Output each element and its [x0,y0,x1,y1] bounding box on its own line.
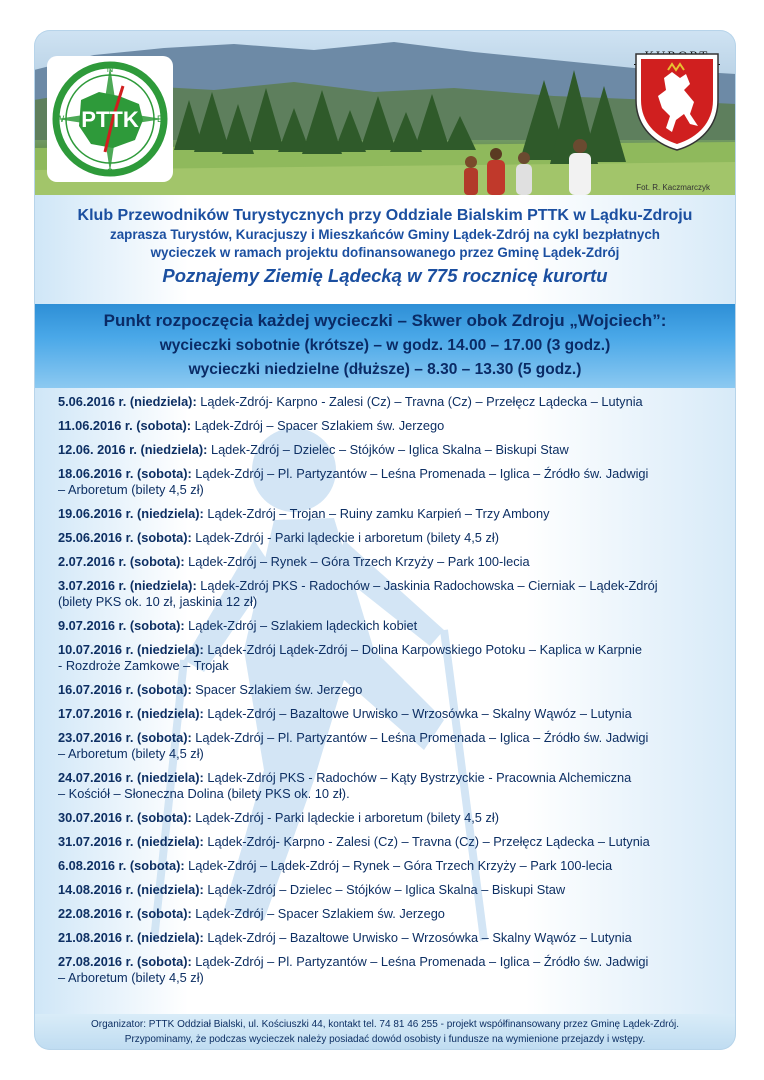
schedule-list [58,394,728,994]
schedule-date: 30.07.2016 r. (sobota): [58,810,192,825]
schedule-note: – Arboretum (bilety 4,5 zł) [58,970,204,985]
coat-of-arms-icon [628,48,726,152]
schedule-date: 19.06.2016 r. (niedziela): [58,506,204,521]
schedule-route: Lądek-Zdrój – Trojan – Ruiny zamku Karpień – Trzy Ambony [203,506,550,521]
schedule-entry [58,770,728,802]
schedule-date: 14.08.2016 r. (niedziela): [58,882,204,897]
schedule-route: Lądek-Zdrój- Karpno - Zalesi (Cz) – Travna (Cz) – Przełęcz Lądecka – Lutynia [196,394,643,409]
schedule-entry [58,730,728,762]
schedule-route: Lądek-Zdrój – Lądek-Zdrój – Rynek – Góra Trzech Krzyży – Park 100-lecia [184,858,613,873]
schedule-date: 21.08.2016 r. (niedziela): [58,930,204,945]
schedule-note: – Arboretum (bilety 4,5 zł) [58,482,204,497]
schedule-route: Lądek-Zdrój – Dzielec – Stójków – Iglica Skalna – Biskupi Staw [203,882,566,897]
schedule-route: Lądek-Zdrój PKS - Radochów – Jaskinia Radochowska – Cierniak – Lądek-Zdrój [196,578,658,593]
schedule-route: Lądek-Zdrój – Bazaltowe Urwisko – Wrzosówka – Skalny Wąwóz – Lutynia [203,706,632,721]
schedule-route: Spacer Szlakiem św. Jerzego [191,682,363,697]
schedule-entry [58,618,728,634]
svg-text:E: E [156,114,164,124]
schedule-note: – Kościół – Słoneczna Dolina (bilety PKS ok. 10 zł). [58,786,350,801]
schedule-entry [58,466,728,498]
schedule-entry [58,442,728,458]
footer-reminder: Przypominamy, że podczas wycieczek należy posiadać dowód osobisty i fundusze na wymienione przejazdy i wstępy. [124,1034,646,1045]
club-name: Klub Przewodników Turystycznych przy Oddziale Bialskim PTTK w Lądku-Zdroju [77,207,693,224]
schedule-route: Lądek-Zdrój – Pl. Partyzantów – Leśna Promenada – Iglica – Źródło św. Jadwigi [191,466,649,481]
schedule-date: 24.07.2016 r. (niedziela): [58,770,204,785]
svg-text:S: S [106,167,114,177]
schedule-entry [58,906,728,922]
schedule-route: Lądek-Zdrój - Parki lądeckie i arboretum (bilety 4,5 zł) [191,810,499,825]
schedule-entry [58,834,728,850]
schedule-date: 27.08.2016 r. (sobota): [58,954,192,969]
meeting-point-band [34,304,736,388]
svg-text:W: W [55,114,65,124]
poster [34,30,736,1050]
schedule-entry [58,954,728,986]
schedule-route: Lądek-Zdrój – Pl. Partyzantów – Leśna Promenada – Iglica – Źródło św. Jadwigi [191,730,649,745]
start-point: Punkt rozpoczęcia każdej wycieczki – Skwer obok Zdroju „Wojciech”: [103,311,667,330]
schedule-route: Lądek-Zdrój – Dzielec – Stójków – Iglica Skalna – Biskupi Staw [207,442,569,457]
schedule-date: 23.07.2016 r. (sobota): [58,730,192,745]
schedule-date: 22.08.2016 r. (sobota): [58,906,192,921]
schedule-date: 2.07.2016 r. (sobota): [58,554,185,569]
schedule-entry [58,682,728,698]
schedule-date: 25.06.2016 r. (sobota): [58,530,192,545]
schedule-route: Lądek-Zdrój PKS - Radochów – Kąty Bystrzyckie - Pracownia Alchemiczna [203,770,632,785]
footer [34,1014,736,1050]
schedule-date: 9.07.2016 r. (sobota): [58,618,185,633]
schedule-date: 12.06. 2016 r. (niedziela): [58,442,208,457]
schedule-route: Lądek-Zdrój Lądek-Zdrój – Dolina Karpowskiego Potoku – Kaplica w Karpnie [203,642,643,657]
sunday-hours: wycieczki niedzielne (dłuższe) – 8.30 – 13.30 (5 godz.) [188,361,582,378]
motto: Poznajemy Ziemię Lądecką w 775 rocznicę kurortu [162,265,608,286]
schedule-route: Lądek-Zdrój – Pl. Partyzantów – Leśna Promenada – Iglica – Źródło św. Jadwigi [191,954,649,969]
schedule-entry [58,394,728,410]
schedule-date: 31.07.2016 r. (niedziela): [58,834,204,849]
schedule-route: Lądek-Zdrój – Spacer Szlakiem św. Jerzego [191,906,445,921]
schedule-entry [58,530,728,546]
schedule-date: 5.06.2016 r. (niedziela): [58,394,197,409]
saturday-hours: wycieczki sobotnie (krótsze) – w godz. 14.00 – 17.00 (3 godz.) [159,337,611,354]
schedule-date: 10.07.2016 r. (niedziela): [58,642,204,657]
schedule-entry [58,554,728,570]
schedule-entry [58,706,728,722]
kurort-logo [628,48,726,188]
schedule-entry [58,882,728,898]
schedule-date: 11.06.2016 r. (sobota): [58,418,192,433]
photo-credit: Fot. R. Kaczmarczyk [636,183,710,192]
schedule-route: Lądek-Zdrój – Spacer Szlakiem św. Jerzego [191,418,445,433]
schedule-note: – Arboretum (bilety 4,5 zł) [58,746,204,761]
footer-organizer: Organizator: PTTK Oddział Bialski, ul. Kościuszki 44, kontakt tel. 74 81 46 255 - projekt współfinansowany przez Gminę Lądek-Zdrój. [90,1019,680,1030]
schedule-route: Lądek-Zdrój- Karpno - Zalesi (Cz) – Travna (Cz) – Przełęcz Lądecka – Lutynia [203,834,650,849]
schedule-entry [58,578,728,610]
schedule-entry [58,810,728,826]
header-photo [34,30,736,195]
pttk-logo-text: PTTK [81,107,139,132]
schedule-entry [58,418,728,434]
schedule-note: (bilety PKS ok. 10 zł, jaskinia 12 zł) [58,594,258,609]
schedule-route: Lądek-Zdrój – Bazaltowe Urwisko – Wrzosówka – Skalny Wąwóz – Lutynia [203,930,632,945]
schedule-route: Lądek-Zdrój – Szlakiem lądeckich kobiet [184,618,418,633]
schedule-entry [58,858,728,874]
schedule-route: Lądek-Zdrój - Parki lądeckie i arboretum (bilety 4,5 zł) [191,530,499,545]
invite-line-2: wycieczek w ramach projektu dofinansowanego przez Gminę Lądek-Zdrój [150,245,620,260]
schedule-entry [58,642,728,674]
schedule-note: - Rozdroże Zamkowe – Trojak [58,658,229,673]
schedule-date: 18.06.2016 r. (sobota): [58,466,192,481]
schedule-date: 16.07.2016 r. (sobota): [58,682,192,697]
schedule-date: 6.08.2016 r. (sobota): [58,858,185,873]
schedule-entry [58,930,728,946]
schedule-entry [58,506,728,522]
invite-line-1: zaprasza Turystów, Kuracjuszy i Mieszkańców Gminy Lądek-Zdrój na cykl bezpłatnych [110,227,660,242]
schedule-route: Lądek-Zdrój – Rynek – Góra Trzech Krzyży – Park 100-lecia [184,554,530,569]
pttk-logo [47,56,173,182]
schedule-date: 17.07.2016 r. (niedziela): [58,706,204,721]
schedule-date: 3.07.2016 r. (niedziela): [58,578,197,593]
intro [34,206,736,288]
svg-text:N: N [106,64,114,74]
